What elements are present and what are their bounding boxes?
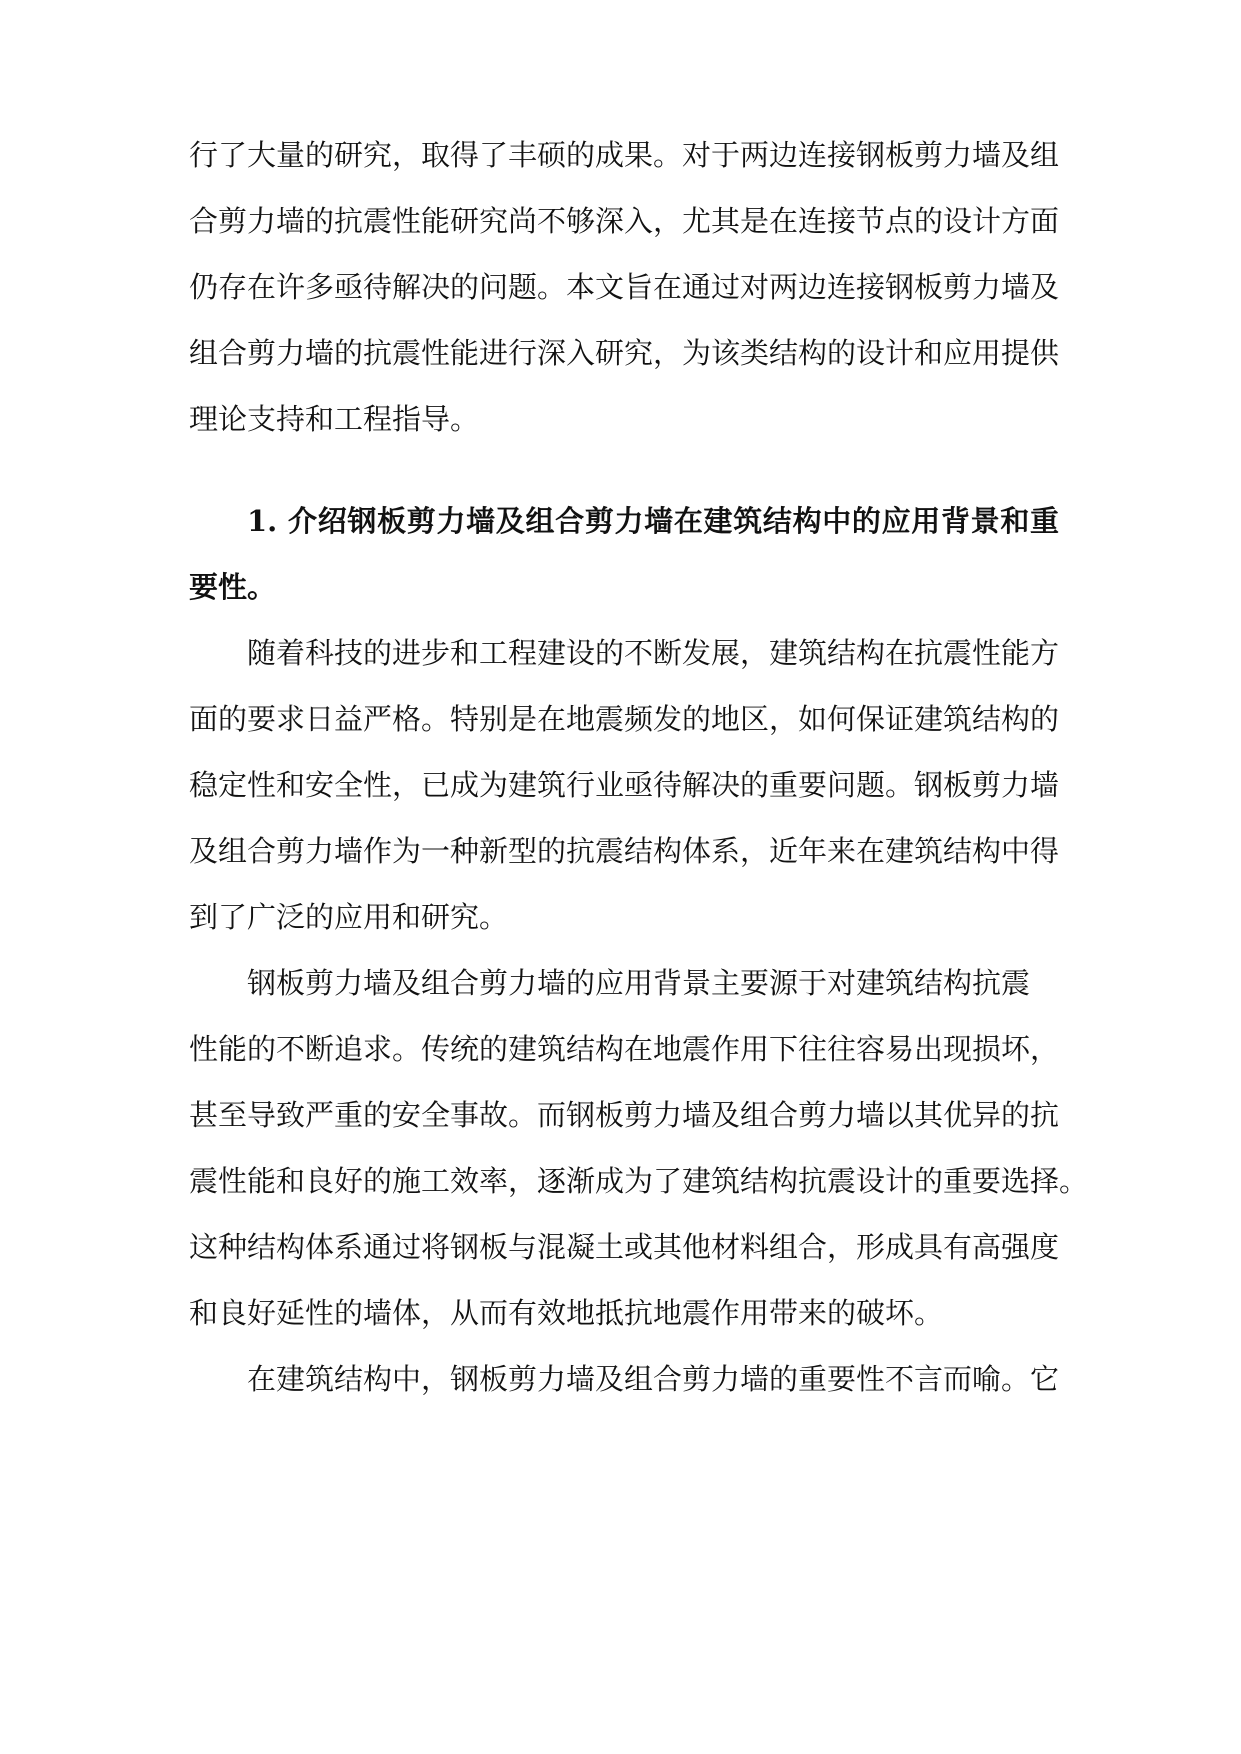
paragraph-2-line: 和良好延性的墙体，从而有效地抵抗地震作用带来的破坏。	[189, 1296, 944, 1330]
paragraph-1-line: 面的要求日益严格。特别是在地震频发的地区，如何保证建筑结构的	[189, 702, 1060, 736]
intro-paragraph-line: 行了大量的研究，取得了丰硕的成果。对于两边连接钢板剪力墙及组	[189, 138, 1060, 172]
paragraph-1-line: 到了广泛的应用和研究。	[189, 900, 509, 934]
paragraph-1-line: 随着科技的进步和工程建设的不断发展，建筑结构在抗震性能方	[247, 636, 1060, 670]
paragraph-1-line: 稳定性和安全性，已成为建筑行业亟待解决的重要问题。钢板剪力墙	[189, 768, 1060, 802]
intro-paragraph-line: 理论支持和工程指导。	[189, 402, 480, 436]
section-heading-continuation: 要性。	[189, 570, 277, 604]
paragraph-2-line: 震性能和良好的施工效率，逐渐成为了建筑结构抗震设计的重要选择。	[189, 1164, 1089, 1198]
paragraph-2-line: 这种结构体系通过将钢板与混凝土或其他材料组合，形成具有高强度	[189, 1230, 1060, 1264]
intro-paragraph-line: 合剪力墙的抗震性能研究尚不够深入，尤其是在连接节点的设计方面	[189, 204, 1060, 238]
paragraph-3-line: 在建筑结构中，钢板剪力墙及组合剪力墙的重要性不言而喻。它	[247, 1362, 1060, 1396]
paragraph-2-line: 钢板剪力墙及组合剪力墙的应用背景主要源于对建筑结构抗震	[247, 966, 1031, 1000]
intro-paragraph-line: 组合剪力墙的抗震性能进行深入研究，为该类结构的设计和应用提供	[189, 336, 1060, 370]
paragraph-2-line: 甚至导致严重的安全事故。而钢板剪力墙及组合剪力墙以其优异的抗	[189, 1098, 1060, 1132]
intro-paragraph-line: 仍存在许多亟待解决的问题。本文旨在通过对两边连接钢板剪力墙及	[189, 270, 1060, 304]
paragraph-1-line: 及组合剪力墙作为一种新型的抗震结构体系，近年来在建筑结构中得	[189, 834, 1060, 868]
section-heading: 1. 介绍钢板剪力墙及组合剪力墙在建筑结构中的应用背景和重	[247, 504, 1059, 538]
paragraph-2-line: 性能的不断追求。传统的建筑结构在地震作用下往往容易出现损坏，	[189, 1032, 1060, 1066]
